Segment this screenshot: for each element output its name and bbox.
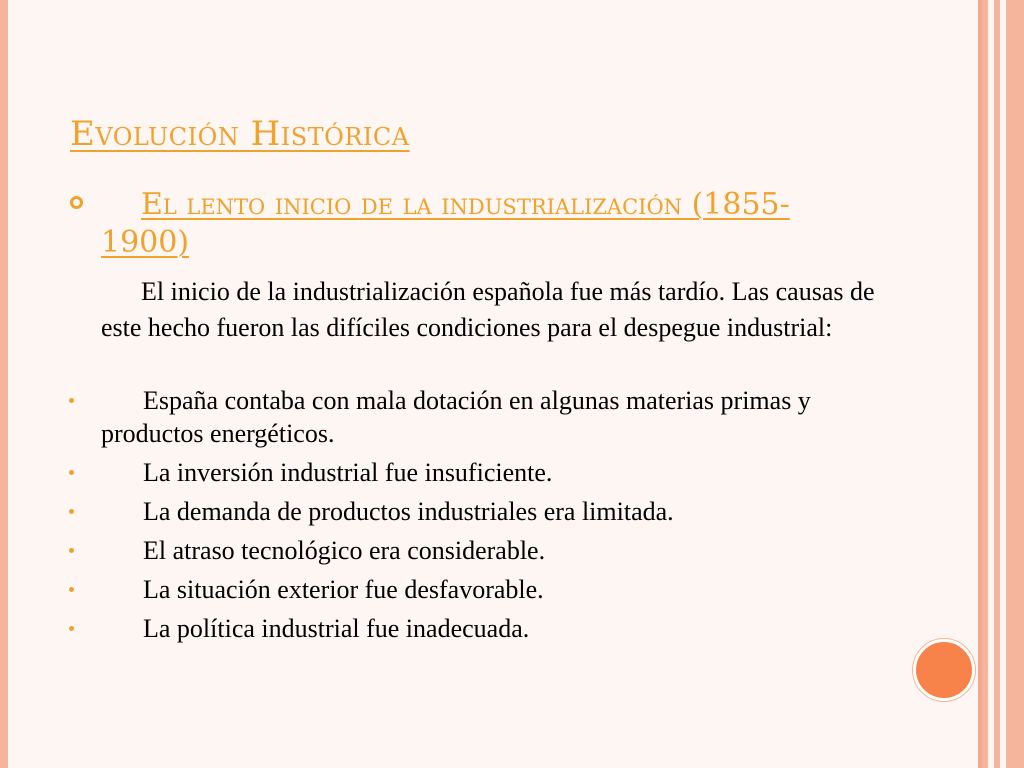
- list-item-text: El atraso tecnológico era considerable.: [143, 536, 546, 565]
- list-item-text: La inversión industrial fue insuficiente.: [143, 458, 553, 487]
- list-item: [64, 534, 854, 567]
- slide: [8, 0, 982, 768]
- list-item: [64, 573, 854, 606]
- decorative-circle-icon: [913, 639, 975, 701]
- causes-list: [64, 384, 854, 651]
- right-stripe-edge: [1006, 0, 1024, 768]
- subtitle-text: El lento inicio de la industrialización (1855-1900): [101, 187, 790, 260]
- slide-title: Evolución Histórica: [70, 114, 410, 154]
- list-item-text: La situación exterior fue desfavorable.: [143, 575, 544, 604]
- list-item: [64, 384, 854, 450]
- list-item: [64, 456, 854, 489]
- bullet-dot-icon: [69, 587, 74, 592]
- bullet-dot-icon: [69, 509, 74, 514]
- list-item-text: España contaba con mala dotación en algunas materias primas y productos energéticos.: [101, 386, 811, 448]
- ring-bullet-icon: [70, 196, 83, 209]
- bullet-dot-icon: [69, 398, 74, 403]
- list-item-text: La demanda de productos industriales era limitada.: [143, 497, 674, 526]
- intro-paragraph: El inicio de la industrialización española fue más tardío. Las causas de este hecho fueron las difíciles condiciones para el despegue industrial:: [101, 277, 875, 342]
- bullet-dot-icon: [69, 626, 74, 631]
- list-item-text: La política industrial fue inadecuada.: [143, 614, 530, 643]
- bullet-dot-icon: [69, 548, 74, 553]
- bullet-dot-icon: [69, 470, 74, 475]
- slide-subtitle: [101, 186, 801, 262]
- list-item: [64, 495, 854, 528]
- left-border: [0, 0, 8, 768]
- list-item: [64, 612, 854, 645]
